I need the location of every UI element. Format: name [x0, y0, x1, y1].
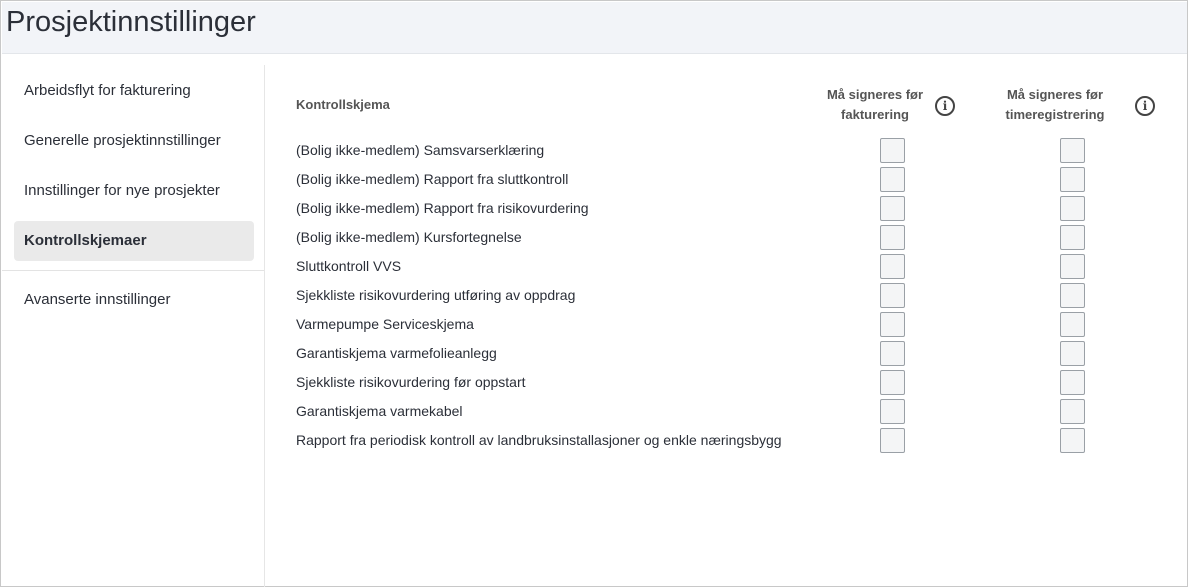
form-row-name: Garantiskjema varmekabel — [296, 403, 463, 419]
sign-invoicing-checkbox[interactable] — [880, 370, 905, 395]
sign-timereg-checkbox[interactable] — [1060, 312, 1085, 337]
sign-timereg-checkbox[interactable] — [1060, 225, 1085, 250]
page-header — [2, 2, 1187, 54]
form-row-name: Sjekkliste risikovurdering før oppstart — [296, 374, 526, 390]
sign-invoicing-checkbox[interactable] — [880, 399, 905, 424]
column-header-sign-invoicing — [810, 85, 940, 125]
sign-invoicing-checkbox[interactable] — [880, 138, 905, 163]
sign-invoicing-checkbox[interactable] — [880, 254, 905, 279]
page-title: Prosjektinnstillinger — [6, 6, 256, 38]
sign-timereg-checkbox[interactable] — [1060, 341, 1085, 366]
sidebar-item-generelle[interactable]: Generelle prosjektinnstillinger — [24, 132, 221, 149]
sign-invoicing-checkbox[interactable] — [880, 225, 905, 250]
column-header-sign-timereg — [990, 85, 1120, 125]
sign-invoicing-checkbox[interactable] — [880, 283, 905, 308]
sidebar-item-avanserte[interactable]: Avanserte innstillinger — [24, 291, 171, 308]
form-row-name: (Bolig ikke-medlem) Samsvarserklæring — [296, 142, 545, 158]
sign-invoicing-checkbox[interactable] — [880, 312, 905, 337]
sign-invoicing-checkbox[interactable] — [880, 167, 905, 192]
column-header-sign-timereg-line1: Må signeres før — [1006, 87, 1104, 102]
form-row-name: Rapport fra periodisk kontroll av landbruksinstallasjoner og enkle næringsbygg — [296, 432, 782, 448]
sign-invoicing-checkbox[interactable] — [880, 341, 905, 366]
sign-timereg-checkbox[interactable] — [1060, 167, 1085, 192]
column-header-name: Kontrollskjema — [296, 97, 390, 112]
sign-timereg-checkbox[interactable] — [1060, 370, 1085, 395]
main-content — [265, 65, 1187, 587]
sidebar-divider — [2, 270, 264, 271]
info-icon[interactable]: i — [1135, 96, 1155, 116]
sidebar-item-arbeidsflyt[interactable]: Arbeidsflyt for fakturering — [24, 82, 191, 99]
column-header-sign-invoicing-line1: Må signeres før — [826, 87, 924, 102]
form-row-name: Varmepumpe Serviceskjema — [296, 316, 474, 332]
form-row-name: Garantiskjema varmefolieanlegg — [296, 345, 497, 361]
sign-invoicing-checkbox[interactable] — [880, 196, 905, 221]
column-header-sign-invoicing-line2: fakturering — [841, 107, 909, 122]
form-row-name: Sluttkontroll VVS — [296, 258, 402, 274]
sidebar-item-nye-prosjekter[interactable]: Innstillinger for nye prosjekter — [24, 182, 220, 199]
form-row-name: (Bolig ikke-medlem) Rapport fra sluttkontroll — [296, 171, 569, 187]
sign-invoicing-checkbox[interactable] — [880, 428, 905, 453]
sign-timereg-checkbox[interactable] — [1060, 428, 1085, 453]
sign-timereg-checkbox[interactable] — [1060, 399, 1085, 424]
sign-timereg-checkbox[interactable] — [1060, 138, 1085, 163]
sign-timereg-checkbox[interactable] — [1060, 254, 1085, 279]
form-row-name: (Bolig ikke-medlem) Kursfortegnelse — [296, 229, 522, 245]
sign-timereg-checkbox[interactable] — [1060, 196, 1085, 221]
info-icon[interactable]: i — [935, 96, 955, 116]
sidebar-item-kontrollskjemaer[interactable]: Kontrollskjemaer — [14, 221, 254, 261]
sidebar — [2, 65, 265, 587]
form-row-name: (Bolig ikke-medlem) Rapport fra risikovurdering — [296, 200, 589, 216]
sign-timereg-checkbox[interactable] — [1060, 283, 1085, 308]
column-header-sign-timereg-line2: timeregistrering — [1005, 107, 1105, 122]
form-row-name: Sjekkliste risikovurdering utføring av oppdrag — [296, 287, 576, 303]
